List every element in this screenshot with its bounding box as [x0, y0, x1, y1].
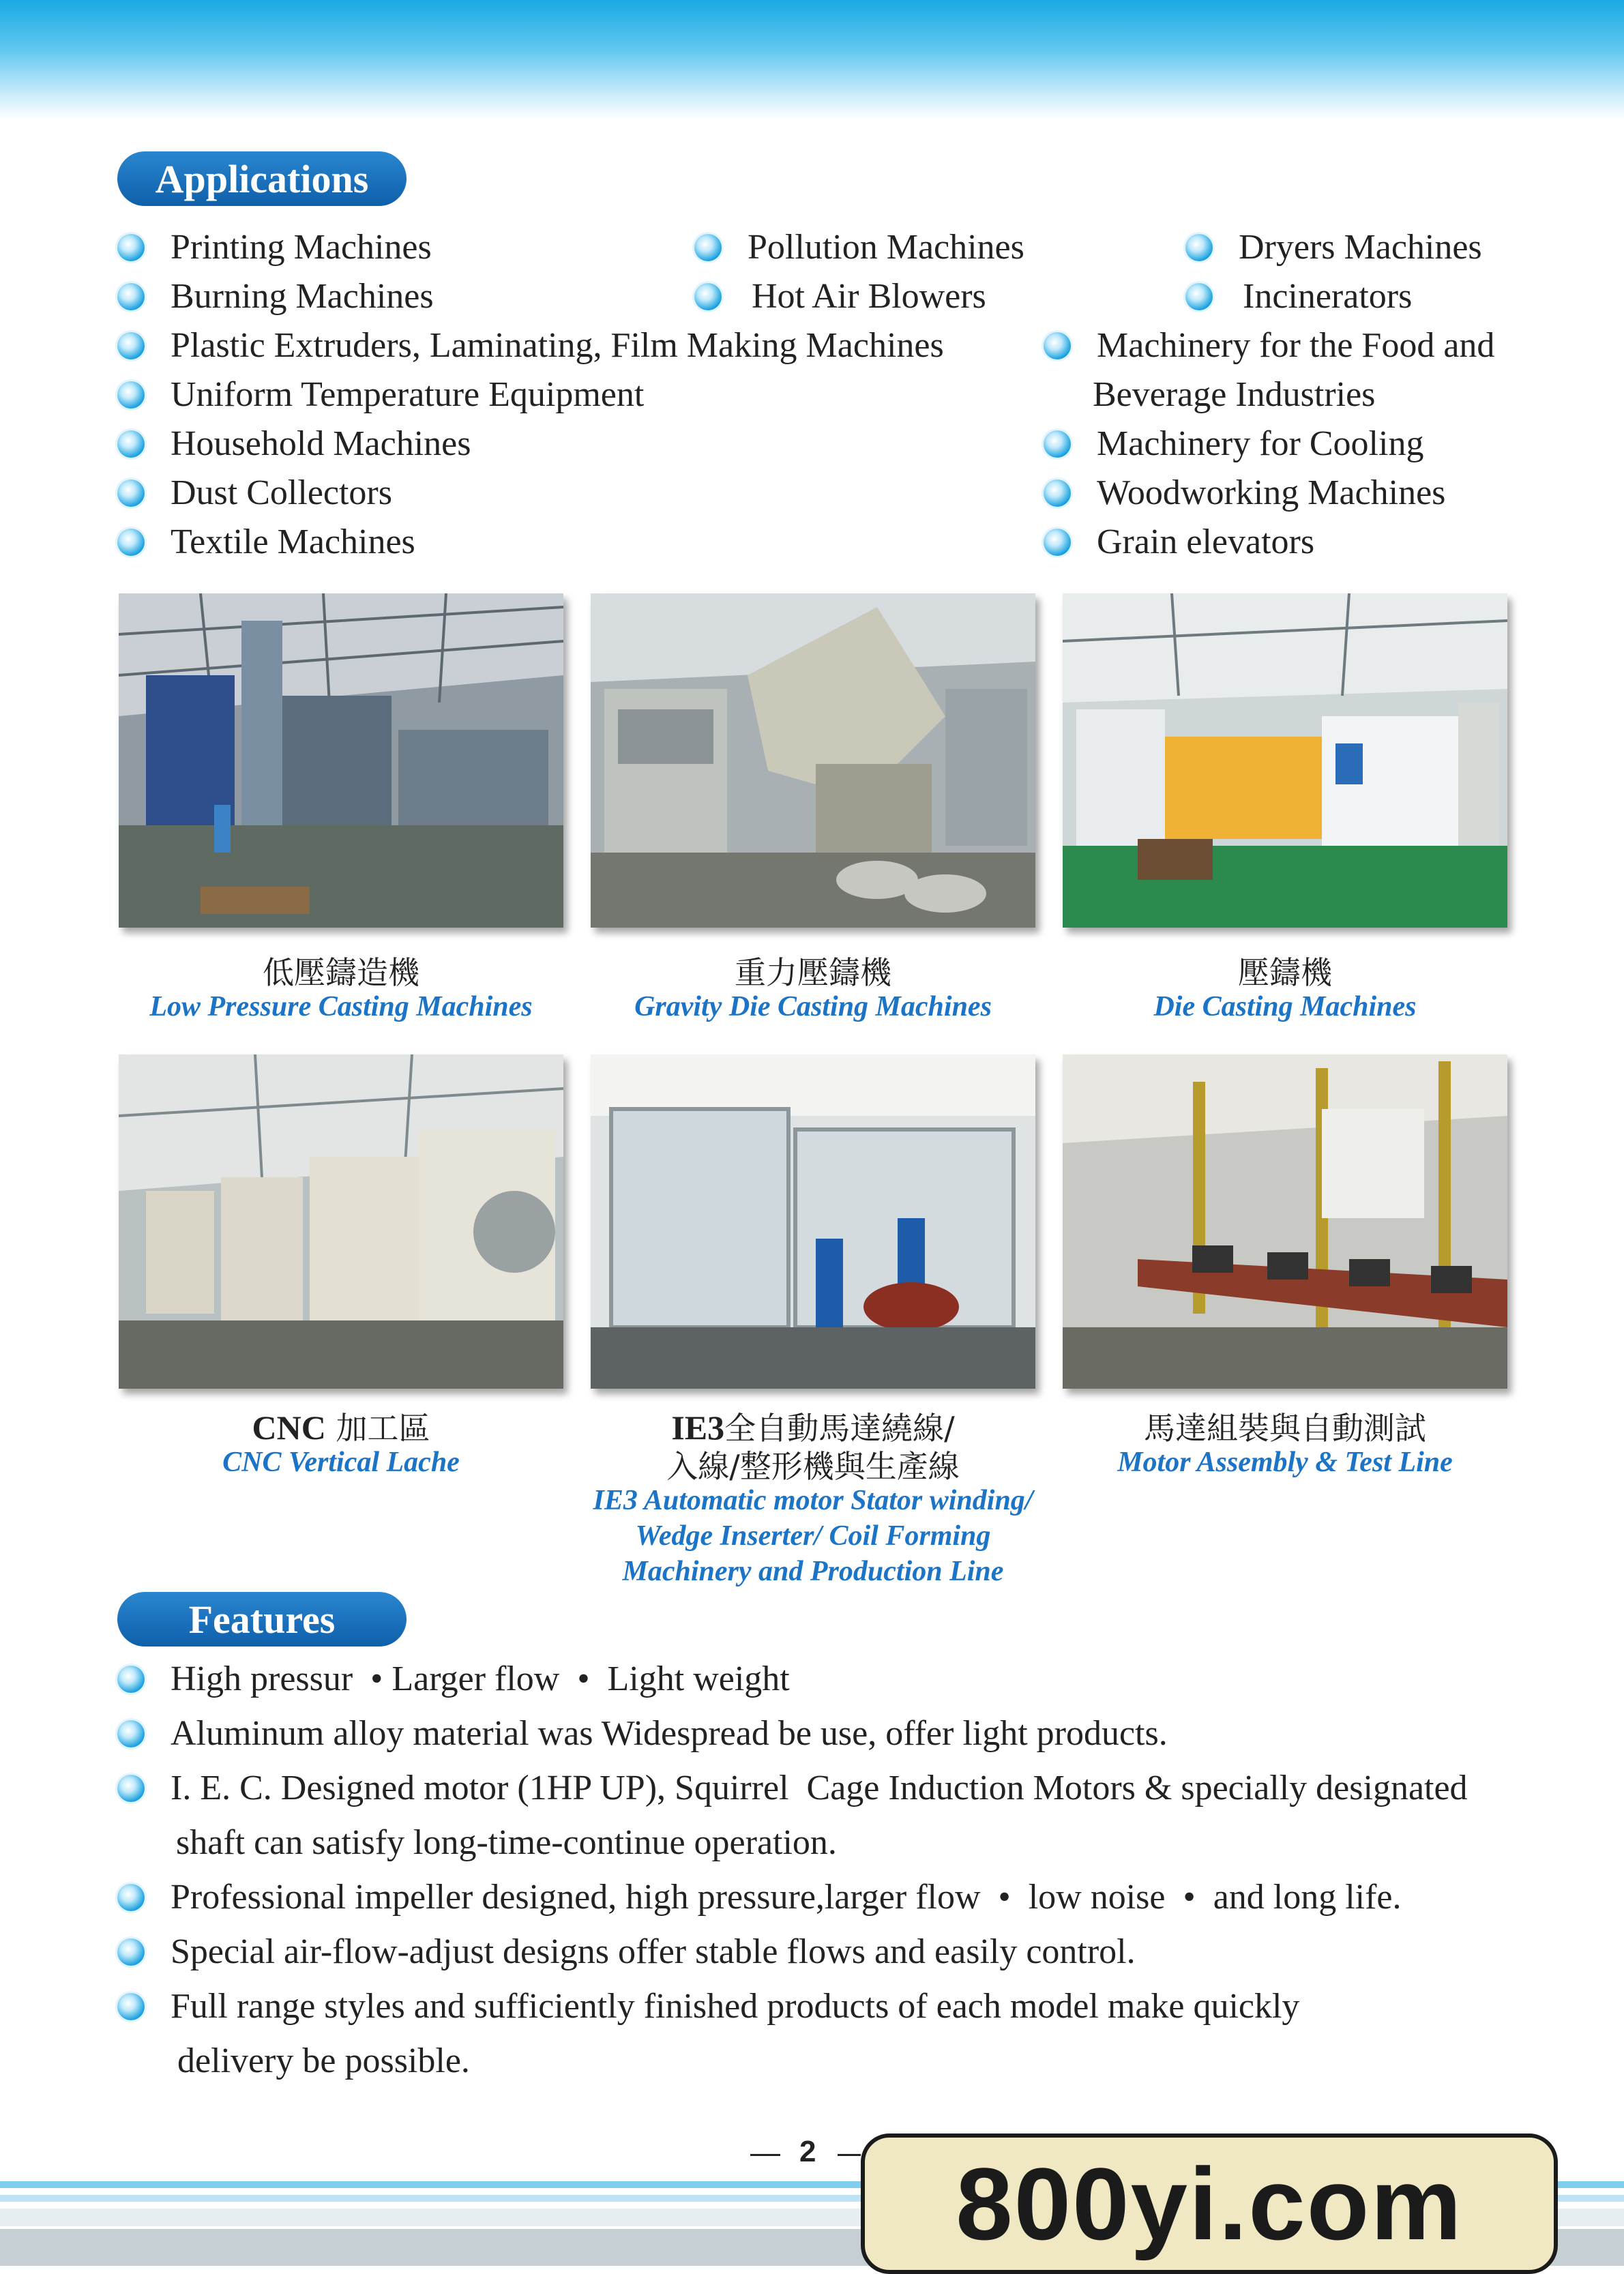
caption-en: Gravity Die Casting Machines	[634, 991, 992, 1022]
feature-item: Full range styles and sufficiently finished products of each model make quickly	[117, 1986, 1299, 2026]
bullet-icon	[117, 1720, 145, 1747]
header-band	[0, 0, 1624, 119]
app-item: Pollution Machines	[694, 227, 1024, 267]
feature-item-continuation: delivery be possible.	[177, 2041, 470, 2080]
caption-zh: CNC 加工區	[252, 1408, 430, 1447]
bullet-icon	[117, 1775, 145, 1802]
feature-item: High pressur • Larger flow • Light weight	[117, 1659, 790, 1699]
bullet-icon	[117, 332, 145, 359]
caption-zh-line2: 入線/整形機與生產線	[666, 1448, 960, 1485]
app-item: Dryers Machines	[1185, 227, 1482, 267]
bullet-icon	[117, 1993, 145, 2020]
caption-zh: IE3全自動馬達繞線/	[671, 1408, 955, 1447]
bullet-icon	[117, 1666, 145, 1693]
feature-item: I. E. C. Designed motor (1HP UP), Squirrel Cage Induction Motors & specially designated	[117, 1768, 1468, 1808]
bullet-icon	[1044, 529, 1071, 556]
bullet-icon	[694, 283, 722, 310]
caption-zh: 低壓鑄造機	[263, 954, 419, 991]
page-number-dash	[750, 2154, 780, 2156]
bullet-icon	[117, 1938, 145, 1966]
app-item: Household Machines	[117, 424, 471, 464]
caption-en-line2: Wedge Inserter/ Coil Forming	[635, 1520, 991, 1552]
bullet-icon	[117, 430, 145, 458]
photo-cnc-area	[119, 1054, 563, 1389]
feature-item: Aluminum alloy material was Widespread be use, offer light products.	[117, 1713, 1168, 1754]
app-item: Uniform Temperature Equipment	[117, 374, 644, 415]
features-heading: Features	[117, 1592, 407, 1647]
caption-en: Low Pressure Casting Machines	[149, 991, 533, 1022]
bullet-icon	[117, 1884, 145, 1911]
bullet-icon	[117, 529, 145, 556]
bullet-icon	[1185, 234, 1213, 261]
caption-en: Motor Assembly & Test Line	[1117, 1447, 1453, 1478]
bullet-icon	[694, 234, 722, 261]
app-item-continuation: Beverage Industries	[1093, 375, 1376, 414]
app-item: Hot Air Blowers	[694, 276, 986, 316]
bullet-icon	[117, 479, 145, 507]
caption-en-line3: Machinery and Production Line	[622, 1556, 1004, 1587]
bullet-icon	[1044, 479, 1071, 507]
photo-motor-assembly-line	[1063, 1054, 1507, 1389]
photo-gravity-die-casting	[591, 593, 1035, 928]
caption-en: IE3 Automatic motor Stator winding/	[593, 1485, 1033, 1516]
caption-en: Die Casting Machines	[1153, 991, 1417, 1022]
photo-die-casting	[1063, 593, 1507, 928]
feature-item: Professional impeller designed, high pressure,larger flow • low noise • and long life.	[117, 1877, 1402, 1917]
app-item: Woodworking Machines	[1044, 473, 1445, 513]
watermark-logo: 800yi.com	[861, 2133, 1558, 2274]
applications-heading: Applications	[117, 151, 407, 206]
page-number: 2	[799, 2135, 816, 2168]
bullet-icon	[1185, 283, 1213, 310]
feature-item-continuation: shaft can satisfy long-time-continue operation.	[176, 1823, 837, 1862]
app-item: Plastic Extruders, Laminating, Film Making Machines	[117, 325, 944, 366]
caption-zh: 馬達組裝與自動測試	[1144, 1410, 1426, 1447]
caption-en: CNC Vertical Lache	[222, 1447, 460, 1478]
bullet-icon	[1044, 332, 1071, 359]
page-number-dash	[838, 2154, 861, 2156]
app-item: Incinerators	[1185, 276, 1412, 316]
app-item: Dust Collectors	[117, 473, 392, 513]
bullet-icon	[117, 283, 145, 310]
app-item: Printing Machines	[117, 227, 432, 267]
bullet-icon	[117, 234, 145, 261]
app-item: Textile Machines	[117, 522, 415, 562]
photo-ie3-winding-line	[591, 1054, 1035, 1389]
caption-zh: 壓鑄機	[1238, 954, 1332, 991]
bullet-icon	[1044, 430, 1071, 458]
bullet-icon	[117, 381, 145, 409]
app-item: Burning Machines	[117, 276, 434, 316]
app-item: Machinery for Cooling	[1044, 424, 1423, 464]
feature-item: Special air-flow-adjust designs offer stable flows and easily control.	[117, 1932, 1136, 1972]
photo-low-pressure-casting	[119, 593, 563, 928]
app-item: Machinery for the Food and	[1044, 325, 1494, 366]
caption-zh: 重力壓鑄機	[735, 954, 891, 991]
app-item: Grain elevators	[1044, 522, 1314, 562]
